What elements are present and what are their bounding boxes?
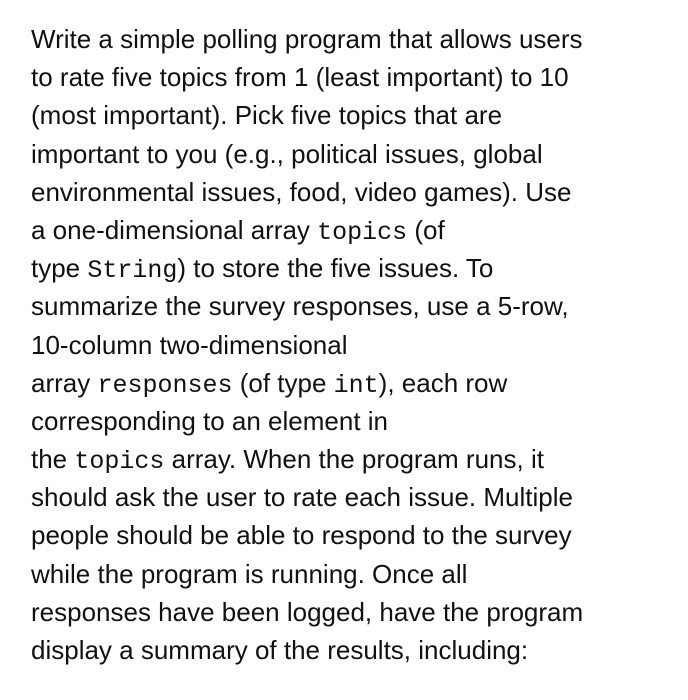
text-span: summarize the survey responses, use a 5-row, <box>31 291 569 322</box>
code-topics: topics <box>317 217 408 247</box>
code-int: int <box>333 370 379 400</box>
text-span: a one-dimensional array <box>31 214 318 245</box>
code-topics: topics <box>74 447 165 477</box>
text-span: display a summary of the results, including: <box>31 635 529 665</box>
text-span: array <box>31 367 98 398</box>
text-span: (most important). Pick five topics that are <box>31 100 503 131</box>
text-span: important to you (e.g., political issues, global <box>31 138 543 169</box>
text-line <box>31 516 681 554</box>
text-line <box>31 211 681 249</box>
text-span: people should be able to respond to the survey <box>31 520 572 551</box>
text-line <box>31 440 681 478</box>
text-span: corresponding to an element in <box>31 405 389 436</box>
text-line <box>31 249 681 287</box>
text-span: environmental issues, food, video games). Use <box>31 176 572 207</box>
text-line <box>31 173 681 211</box>
text-span: to rate five topics from 1 (least important) to 10 <box>31 62 569 93</box>
text-line <box>31 364 681 402</box>
text-line <box>31 555 681 593</box>
text-line <box>31 326 681 364</box>
text-span: ), each row <box>378 367 508 398</box>
problem-statement <box>31 20 681 669</box>
text-span: Write a simple polling program that allows users <box>31 24 583 54</box>
text-span: should ask the user to rate each issue. Multiple <box>31 482 573 513</box>
text-span: 10-column two-dimensional <box>31 329 348 360</box>
text-span: array. When the program runs, it <box>164 444 544 475</box>
text-span: responses have been logged, have the program <box>31 596 584 627</box>
text-span: (of <box>407 214 445 245</box>
text-span: type <box>31 253 88 284</box>
text-span: while the program is running. Once all <box>31 558 468 589</box>
text-line <box>31 478 681 516</box>
text-span: the <box>31 444 75 475</box>
text-line <box>31 58 681 96</box>
code-responses: responses <box>97 370 233 400</box>
text-span: ) to store the five issues. To <box>177 253 494 284</box>
text-line <box>31 20 681 58</box>
text-line <box>31 96 681 134</box>
text-line <box>31 402 681 440</box>
code-string: String <box>87 256 178 286</box>
text-line <box>31 135 681 173</box>
text-span: (of type <box>232 367 334 398</box>
text-line <box>31 593 681 631</box>
text-line <box>31 287 681 325</box>
text-line <box>31 631 681 669</box>
